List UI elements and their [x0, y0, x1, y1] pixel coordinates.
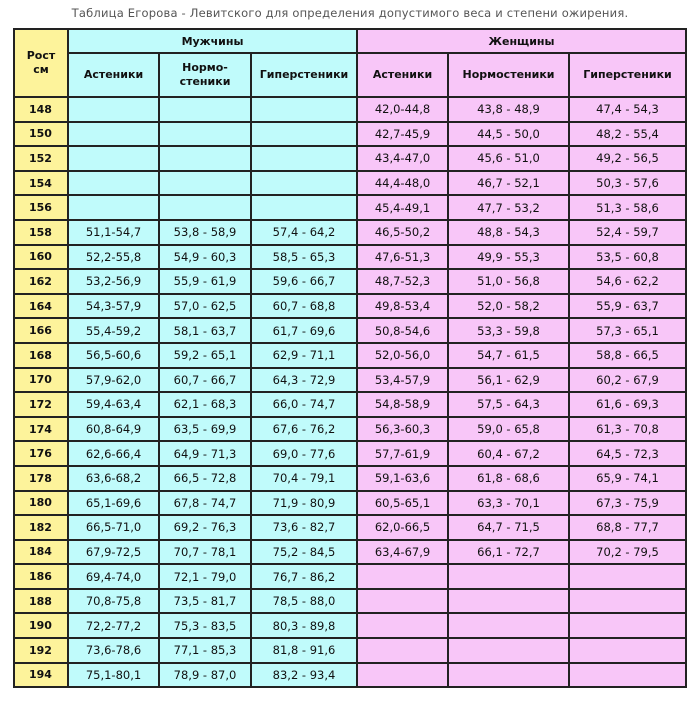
women-weight-cell: 57,7-61,9 [357, 441, 448, 466]
height-cell: 194 [14, 663, 68, 688]
height-cell: 158 [14, 220, 68, 245]
women-weight-cell: 55,9 - 63,7 [569, 294, 686, 319]
men-weight-cell: 61,7 - 69,6 [251, 318, 357, 343]
men-weight-cell: 75,1-80,1 [68, 663, 159, 688]
weight-table [13, 28, 687, 688]
men-weight-cell: 80,3 - 89,8 [251, 613, 357, 638]
table-row [14, 195, 686, 220]
men-weight-cell: 60,8-64,9 [68, 417, 159, 442]
women-weight-cell: 48,7-52,3 [357, 269, 448, 294]
men-weight-cell: 70,8-75,8 [68, 589, 159, 614]
men-weight-cell: 59,4-63,4 [68, 392, 159, 417]
men-weight-cell: 57,0 - 62,5 [159, 294, 251, 319]
women-weight-cell [357, 663, 448, 688]
women-weight-cell: 42,0-44,8 [357, 97, 448, 122]
men-normosthenic-label-line2: стеники [179, 75, 231, 88]
women-weight-cell: 49,9 - 55,3 [448, 245, 569, 270]
table-row [14, 663, 686, 688]
height-cell: 190 [14, 613, 68, 638]
women-weight-cell [569, 613, 686, 638]
men-weight-cell [251, 97, 357, 122]
women-weight-cell: 57,3 - 65,1 [569, 318, 686, 343]
height-cell: 176 [14, 441, 68, 466]
men-weight-cell [68, 195, 159, 220]
men-weight-cell: 55,4-59,2 [68, 318, 159, 343]
table-row [14, 220, 686, 245]
women-weight-cell: 54,7 - 61,5 [448, 343, 569, 368]
men-normosthenic-label-line1: Нормо- [182, 61, 228, 74]
women-weight-cell: 54,6 - 62,2 [569, 269, 686, 294]
table-row [14, 638, 686, 663]
height-cell: 166 [14, 318, 68, 343]
women-weight-cell: 61,6 - 69,3 [569, 392, 686, 417]
men-weight-cell: 81,8 - 91,6 [251, 638, 357, 663]
table-body [14, 97, 686, 687]
women-weight-cell: 53,5 - 60,8 [569, 245, 686, 270]
women-weight-cell: 62,0-66,5 [357, 515, 448, 540]
height-cell: 178 [14, 466, 68, 491]
height-cell: 184 [14, 540, 68, 565]
men-weight-cell: 56,5-60,6 [68, 343, 159, 368]
men-weight-cell [159, 195, 251, 220]
men-hypersthenic-header [251, 53, 357, 97]
men-weight-cell: 73,5 - 81,7 [159, 589, 251, 614]
men-normosthenic-header [159, 53, 251, 97]
women-weight-cell: 43,4-47,0 [357, 146, 448, 171]
height-cell: 164 [14, 294, 68, 319]
women-weight-cell: 63,3 - 70,1 [448, 491, 569, 516]
men-weight-cell: 69,0 - 77,6 [251, 441, 357, 466]
women-weight-cell: 49,8-53,4 [357, 294, 448, 319]
women-weight-cell: 63,4-67,9 [357, 540, 448, 565]
women-weight-cell: 52,0 - 58,2 [448, 294, 569, 319]
men-weight-cell: 55,9 - 61,9 [159, 269, 251, 294]
table-row [14, 171, 686, 196]
men-weight-cell: 71,9 - 80,9 [251, 491, 357, 516]
height-cell: 148 [14, 97, 68, 122]
women-weight-cell: 50,3 - 57,6 [569, 171, 686, 196]
men-weight-cell [159, 171, 251, 196]
men-weight-cell [159, 122, 251, 147]
women-weight-cell: 66,1 - 72,7 [448, 540, 569, 565]
men-weight-cell [159, 97, 251, 122]
men-weight-cell: 58,5 - 65,3 [251, 245, 357, 270]
women-weight-cell: 68,8 - 77,7 [569, 515, 686, 540]
table-row [14, 466, 686, 491]
women-weight-cell: 56,3-60,3 [357, 417, 448, 442]
women-weight-cell [357, 589, 448, 614]
men-header: Мужчины [68, 29, 357, 53]
women-weight-cell: 61,8 - 68,6 [448, 466, 569, 491]
women-weight-cell [569, 589, 686, 614]
table-row [14, 343, 686, 368]
women-weight-cell: 48,8 - 54,3 [448, 220, 569, 245]
table-row [14, 540, 686, 565]
table-row [14, 441, 686, 466]
table-row [14, 146, 686, 171]
women-weight-cell: 60,4 - 67,2 [448, 441, 569, 466]
men-weight-cell: 66,5-71,0 [68, 515, 159, 540]
men-weight-cell: 73,6-78,6 [68, 638, 159, 663]
men-weight-cell: 65,1-69,6 [68, 491, 159, 516]
women-weight-cell: 53,4-57,9 [357, 368, 448, 393]
women-weight-cell [357, 613, 448, 638]
women-weight-cell: 44,5 - 50,0 [448, 122, 569, 147]
men-weight-cell: 76,7 - 86,2 [251, 564, 357, 589]
women-weight-cell: 50,8-54,6 [357, 318, 448, 343]
men-asthenic-label: Астеники [83, 68, 144, 81]
women-weight-cell: 46,5-50,2 [357, 220, 448, 245]
height-cell: 172 [14, 392, 68, 417]
height-cell: 192 [14, 638, 68, 663]
table-row [14, 318, 686, 343]
height-cell: 150 [14, 122, 68, 147]
men-weight-cell [251, 195, 357, 220]
men-weight-cell: 54,9 - 60,3 [159, 245, 251, 270]
women-weight-cell: 58,8 - 66,5 [569, 343, 686, 368]
height-cell: 174 [14, 417, 68, 442]
men-weight-cell: 57,9-62,0 [68, 368, 159, 393]
height-cell: 182 [14, 515, 68, 540]
women-weight-cell: 47,4 - 54,3 [569, 97, 686, 122]
men-weight-cell: 63,5 - 69,9 [159, 417, 251, 442]
men-weight-cell: 70,7 - 78,1 [159, 540, 251, 565]
men-weight-cell: 72,2-77,2 [68, 613, 159, 638]
women-weight-cell [448, 638, 569, 663]
women-normosthenic-header: Нормостеники [448, 53, 569, 97]
height-cell: 170 [14, 368, 68, 393]
height-cell: 160 [14, 245, 68, 270]
height-cell: 186 [14, 564, 68, 589]
women-weight-cell: 65,9 - 74,1 [569, 466, 686, 491]
women-weight-cell: 57,5 - 64,3 [448, 392, 569, 417]
men-weight-cell: 73,6 - 82,7 [251, 515, 357, 540]
women-weight-cell [357, 638, 448, 663]
women-asthenic-header: Астеники [357, 53, 448, 97]
men-weight-cell: 66,0 - 74,7 [251, 392, 357, 417]
table-row [14, 589, 686, 614]
men-weight-cell [251, 146, 357, 171]
table-row [14, 392, 686, 417]
height-cell: 180 [14, 491, 68, 516]
men-weight-cell: 53,2-56,9 [68, 269, 159, 294]
height-cell: 188 [14, 589, 68, 614]
men-weight-cell: 59,2 - 65,1 [159, 343, 251, 368]
men-weight-cell: 62,6-66,4 [68, 441, 159, 466]
men-weight-cell: 62,1 - 68,3 [159, 392, 251, 417]
women-weight-cell: 59,1-63,6 [357, 466, 448, 491]
men-weight-cell: 67,8 - 74,7 [159, 491, 251, 516]
women-weight-cell: 59,0 - 65,8 [448, 417, 569, 442]
table-row [14, 122, 686, 147]
men-weight-cell: 52,2-55,8 [68, 245, 159, 270]
height-cell: 168 [14, 343, 68, 368]
men-weight-cell: 64,9 - 71,3 [159, 441, 251, 466]
women-hypersthenic-header: Гиперстеники [569, 53, 686, 97]
height-cell: 152 [14, 146, 68, 171]
men-weight-cell: 58,1 - 63,7 [159, 318, 251, 343]
height-header [14, 29, 68, 97]
women-weight-cell [448, 564, 569, 589]
women-weight-cell: 43,8 - 48,9 [448, 97, 569, 122]
women-weight-cell: 60,5-65,1 [357, 491, 448, 516]
men-asthenic-header [68, 53, 159, 97]
men-weight-cell: 67,9-72,5 [68, 540, 159, 565]
women-weight-cell: 61,3 - 70,8 [569, 417, 686, 442]
men-weight-cell: 59,6 - 66,7 [251, 269, 357, 294]
men-weight-cell: 53,8 - 58,9 [159, 220, 251, 245]
women-header: Женщины [357, 29, 686, 53]
women-weight-cell: 64,7 - 71,5 [448, 515, 569, 540]
men-weight-cell: 66,5 - 72,8 [159, 466, 251, 491]
table-row [14, 294, 686, 319]
women-weight-cell: 49,2 - 56,5 [569, 146, 686, 171]
men-weight-cell: 78,9 - 87,0 [159, 663, 251, 688]
women-weight-cell: 51,0 - 56,8 [448, 269, 569, 294]
table-row [14, 245, 686, 270]
women-weight-cell: 45,4-49,1 [357, 195, 448, 220]
women-weight-cell: 64,5 - 72,3 [569, 441, 686, 466]
men-weight-cell: 62,9 - 71,1 [251, 343, 357, 368]
men-weight-cell: 54,3-57,9 [68, 294, 159, 319]
women-weight-cell: 45,6 - 51,0 [448, 146, 569, 171]
height-cell: 162 [14, 269, 68, 294]
women-weight-cell [448, 589, 569, 614]
page-title: Таблица Егорова - Левитского для определения допустимого веса и степени ожирения. [71, 6, 629, 20]
men-weight-cell: 63,6-68,2 [68, 466, 159, 491]
women-weight-cell: 52,4 - 59,7 [569, 220, 686, 245]
height-header-line2: см [33, 63, 49, 76]
women-weight-cell: 48,2 - 55,4 [569, 122, 686, 147]
women-weight-cell: 67,3 - 75,9 [569, 491, 686, 516]
table-row [14, 368, 686, 393]
height-header-line1: Рост [26, 49, 56, 62]
height-cell: 154 [14, 171, 68, 196]
men-weight-cell [68, 97, 159, 122]
table-row [14, 269, 686, 294]
women-weight-cell [448, 663, 569, 688]
men-weight-cell: 60,7 - 66,7 [159, 368, 251, 393]
women-weight-cell: 60,2 - 67,9 [569, 368, 686, 393]
women-weight-cell: 56,1 - 62,9 [448, 368, 569, 393]
women-weight-cell [569, 638, 686, 663]
men-weight-cell [159, 146, 251, 171]
women-weight-cell [569, 663, 686, 688]
men-weight-cell [251, 171, 357, 196]
table-row [14, 515, 686, 540]
men-weight-cell: 57,4 - 64,2 [251, 220, 357, 245]
table-row [14, 613, 686, 638]
men-weight-cell: 77,1 - 85,3 [159, 638, 251, 663]
men-weight-cell: 67,6 - 76,2 [251, 417, 357, 442]
men-hypersthenic-label: Гиперстеники [259, 68, 349, 81]
men-weight-cell: 75,3 - 83,5 [159, 613, 251, 638]
men-weight-cell [251, 122, 357, 147]
men-weight-cell: 60,7 - 68,8 [251, 294, 357, 319]
women-weight-cell: 44,4-48,0 [357, 171, 448, 196]
women-weight-cell: 54,8-58,9 [357, 392, 448, 417]
women-weight-cell [448, 613, 569, 638]
men-weight-cell: 72,1 - 79,0 [159, 564, 251, 589]
men-weight-cell: 51,1-54,7 [68, 220, 159, 245]
women-weight-cell [357, 564, 448, 589]
men-weight-cell: 69,2 - 76,3 [159, 515, 251, 540]
men-weight-cell: 69,4-74,0 [68, 564, 159, 589]
men-weight-cell: 75,2 - 84,5 [251, 540, 357, 565]
women-weight-cell: 52,0-56,0 [357, 343, 448, 368]
women-weight-cell: 47,6-51,3 [357, 245, 448, 270]
women-weight-cell: 53,3 - 59,8 [448, 318, 569, 343]
women-weight-cell [569, 564, 686, 589]
height-cell: 156 [14, 195, 68, 220]
men-weight-cell: 70,4 - 79,1 [251, 466, 357, 491]
women-weight-cell: 70,2 - 79,5 [569, 540, 686, 565]
women-weight-cell: 47,7 - 53,2 [448, 195, 569, 220]
men-weight-cell: 78,5 - 88,0 [251, 589, 357, 614]
women-weight-cell: 51,3 - 58,6 [569, 195, 686, 220]
table-row [14, 491, 686, 516]
women-weight-cell: 42,7-45,9 [357, 122, 448, 147]
table-row [14, 97, 686, 122]
table-row [14, 564, 686, 589]
men-weight-cell [68, 122, 159, 147]
women-weight-cell: 46,7 - 52,1 [448, 171, 569, 196]
men-weight-cell: 83,2 - 93,4 [251, 663, 357, 688]
table-row [14, 417, 686, 442]
men-weight-cell [68, 171, 159, 196]
men-weight-cell [68, 146, 159, 171]
men-weight-cell: 64,3 - 72,9 [251, 368, 357, 393]
